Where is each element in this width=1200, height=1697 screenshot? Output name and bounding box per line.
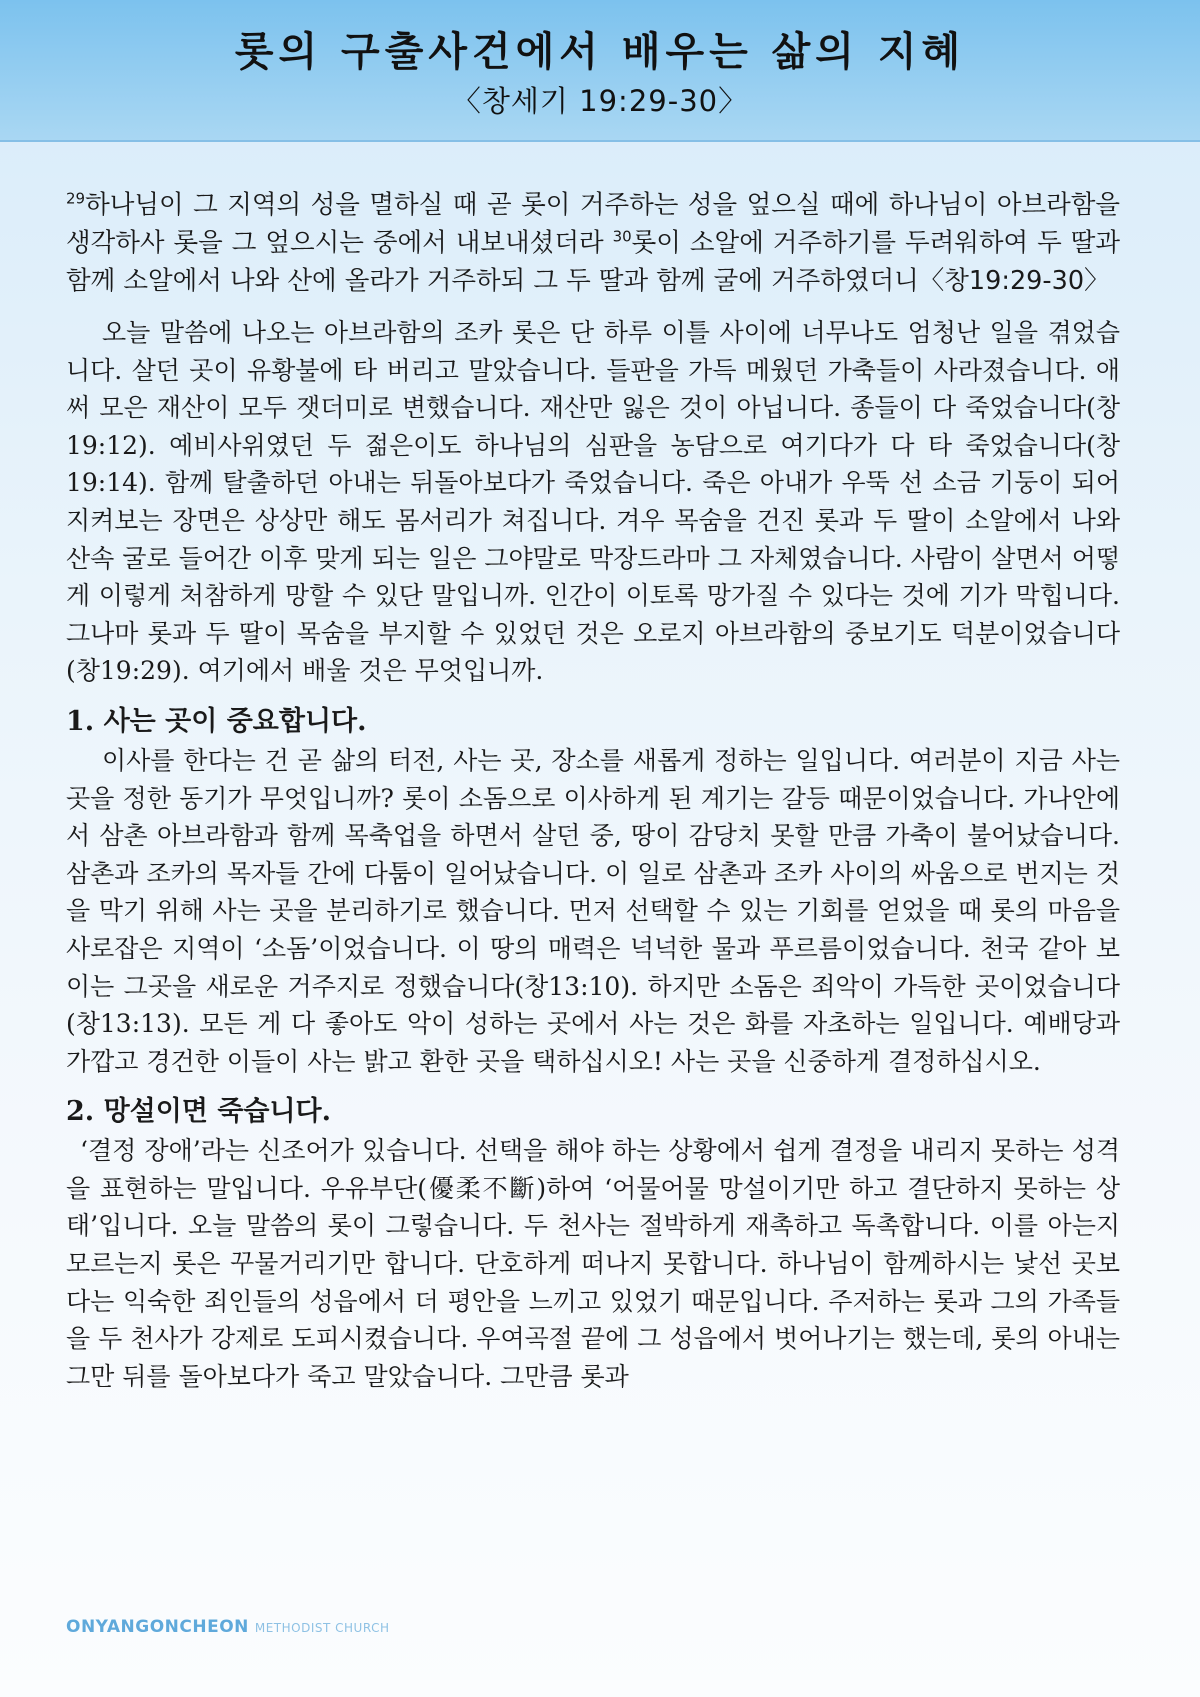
verse-text: 롯이 소알에 거주하기를 두려워하여 두 딸과 함께 소알에서 나와 산에 올라가 거주하되 그 두 딸과 함께 굴에 거주하였더니〈창19:29-30〉 [66, 228, 1120, 296]
scripture-reference: 〈창세기 19:29-30〉 [451, 84, 749, 118]
verse-number: 30 [612, 227, 632, 246]
page-title: 롯의 구출사건에서 배우는 삶의 지혜 [234, 29, 966, 75]
section-heading-2: 2. 망설이면 죽습니다. [66, 1096, 332, 1128]
verse-number: 29 [66, 189, 86, 208]
sermon-body [66, 186, 1120, 1395]
intro-paragraph: 오늘 말씀에 나오는 아브라함의 조카 롯은 단 하루 이틀 사이에 너무나도 엄청난 일을 겪었습니다. 살던 곳이 유황불에 타 버리고 말았습니다. 들판을 가득 메웠던 가축들이 사라졌습니다. 애써 모은 재산이 모두 잿더미로 변했습니다. 재산만 잃은 것이 아닙니다. 종들이 다 죽었습니다(창19:12). 예비사위였던 두 젊은이도 하나님의 심판을 농담으로 여기다가 다 타 죽었습니다(창19:14). 함께 탈출하던 아내는 뒤돌아보다가 죽었습니다. 죽은 아내가 우뚝 선 소금 기둥이 되어 지켜보는 장면은 상상만 해도 몸서리가 쳐집니다. 겨우 목숨을 건진 롯과 두 딸이 소알에서 나와 산속 굴로 들어간 이후 맞게 되는 일은 그야말로 막장드라마 그 자체였습니다. 사람이 살면서 어떻게 이렇게 처참하게 망할 수 있단 말입니까. 인간이 이토록 망가질 수 있다는 것에 기가 막힙니다. 그나마 롯과 두 딸이 목숨을 부지할 수 있었던 것은 오로지 아브라함의 중보기도 덕분이었습니다(창19:29). 여기에서 배울 것은 무엇입니까. [66, 318, 1120, 686]
verse-text: 하나님이 그 지역의 성을 멸하실 때 곧 롯이 거주하는 성을 엎으실 때에 하나님이 아브라함을 생각하사 롯을 그 엎으시는 중에서 내보내셨더라 [66, 190, 1120, 258]
church-logo-name: ONYANGONCHEON [66, 1617, 249, 1637]
church-logo [66, 1617, 389, 1637]
section-paragraph-1: 이사를 한다는 건 곧 삶의 터전, 사는 곳, 장소를 새롭게 정하는 일입니다. 여러분이 지금 사는 곳을 정한 동기가 무엇입니까? 롯이 소돔으로 이사하게 된 계기는 갈등 때문이었습니다. 가나안에서 삼촌 아브라함과 함께 목축업을 하면서 살던 중, 땅이 감당치 못할 만큼 가축이 불어났습니다. 삼촌과 조카의 목자들 간에 다툼이 일어났습니다. 이 일로 삼촌과 조카 사이의 싸움으로 번지는 것을 막기 위해 사는 곳을 분리하기로 했습니다. 먼저 선택할 수 있는 기회를 얻었을 때 롯의 마음을 사로잡은 지역이 ‘소돔’이었습니다. 이 땅의 매력은 넉넉한 물과 푸르름이었습니다. 천국 같아 보이는 그곳을 새로운 거주지로 정했습니다(창13:10). 하지만 소돔은 죄악이 가득한 곳이었습니다(창13:13). 모든 게 다 좋아도 악이 성하는 곳에서 사는 것은 화를 자초하는 일입니다. 예배당과 가깝고 경건한 이들이 사는 밝고 환한 곳을 택하십시오! 사는 곳을 신중하게 결정하십시오. [66, 745, 1120, 1076]
page-header [0, 0, 1200, 142]
scripture-passage [66, 186, 1120, 300]
section-heading-1: 1. 사는 곳이 중요합니다. [66, 705, 367, 737]
section-paragraph-2: ‘결정 장애’라는 신조어가 있습니다. 선택을 해야 하는 상황에서 쉽게 결정을 내리지 못하는 성격을 표현하는 말입니다. 우유부단(優柔不斷)하여 ‘어물어물 망설이기만 하고 결단하지 못하는 상태’입니다. 오늘 말씀의 롯이 그렇습니다. 두 천사는 절박하게 재촉하고 독촉합니다. 이를 아는지 모르는지 롯은 꾸물거리기만 합니다. 단호하게 떠나지 못합니다. 하나님이 함께하시는 낯선 곳보다는 익숙한 죄인들의 성읍에서 더 평안을 느끼고 있었기 때문입니다. 주저하는 롯과 그의 가족들을 두 천사가 강제로 도피시켰습니다. 우여곡절 끝에 그 성읍에서 벗어나기는 했는데, 롯의 아내는 그만 뒤를 돌아보다가 죽고 말았습니다. 그만큼 롯과 [66, 1136, 1120, 1391]
church-logo-sub: METHODIST CHURCH [254, 1621, 390, 1635]
